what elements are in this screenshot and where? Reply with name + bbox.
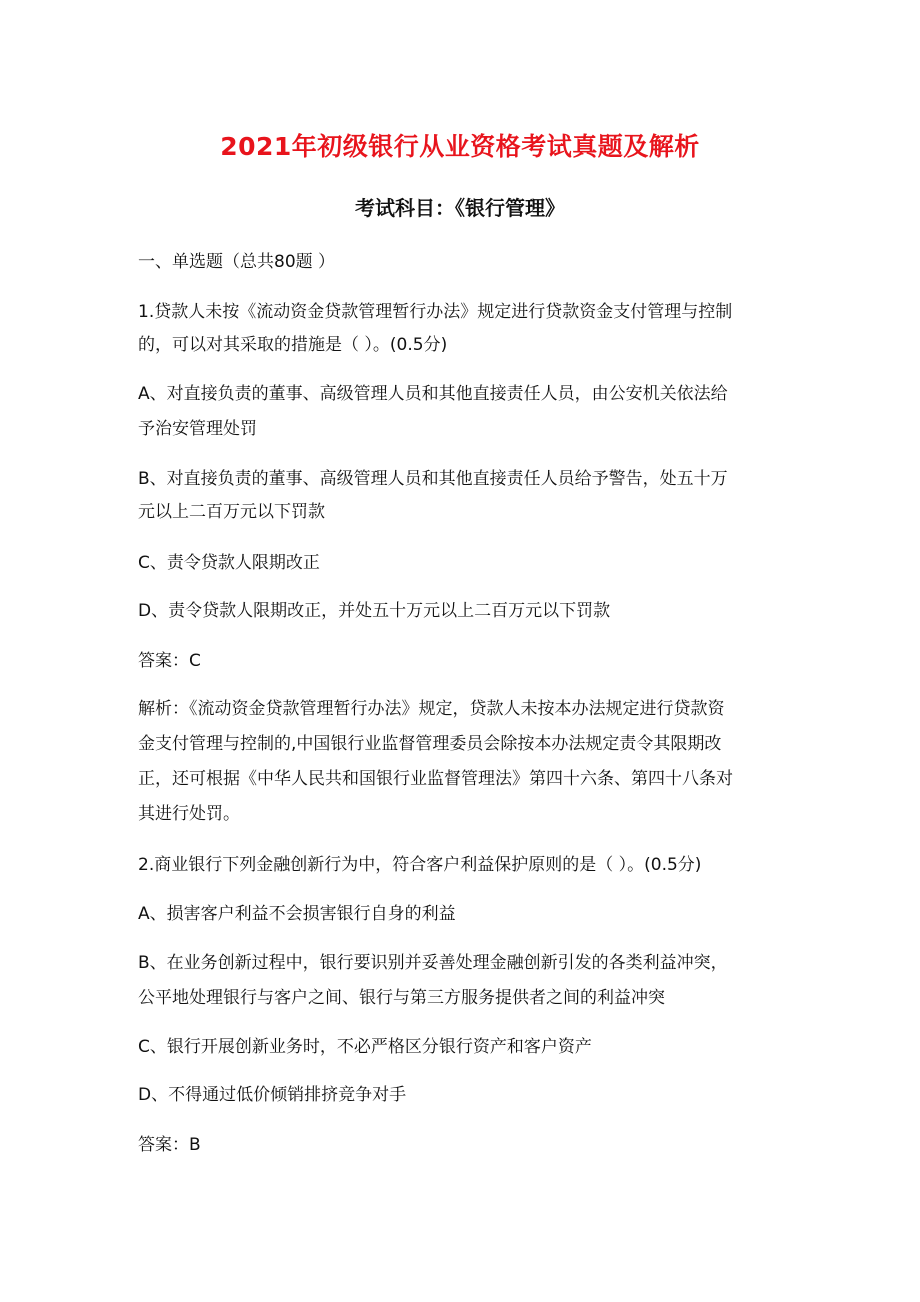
- question-1-option-d: D、责令贷款人限期改正，并处五十万元以上二百万元以下罚款: [138, 601, 611, 621]
- document-title: 2021年初级银行从业资格考试真题及解析: [220, 132, 700, 161]
- question-1-analysis-line-2: 金支付管理与控制的,中国银行业监督管理委员会除按本办法规定责令其限期改: [138, 734, 722, 754]
- question-2-option-a: A、损害客户利益不会损害银行自身的利益: [138, 904, 456, 924]
- exam-subject: 考试科目：《银行管理》: [355, 196, 565, 220]
- question-1-analysis-line-3: 正，还可根据《中华人民共和国银行业监督管理法》第四十六条、第四十八条对: [138, 769, 733, 789]
- question-1-stem-line-2: 的，可以对其采取的措施是（ ）。(0.5分): [138, 335, 448, 355]
- section-heading: 一、单选题（总共80题 ）: [138, 252, 336, 272]
- question-1-stem-line-1: 1.贷款人未按《流动资金贷款管理暂行办法》规定进行贷款资金支付管理与控制: [138, 302, 733, 322]
- question-2-option-d: D、不得通过低价倾销排挤竞争对手: [138, 1085, 407, 1105]
- question-1-option-b-line-1: B、对直接负责的董事、高级管理人员和其他直接责任人员给予警告，处五十万: [138, 469, 728, 489]
- question-2-option-b-line-1: B、在业务创新过程中，银行要识别并妥善处理金融创新引发的各类利益冲突，: [138, 953, 728, 973]
- question-1-answer: 答案：C: [138, 651, 201, 671]
- question-1-option-b-line-2: 元以上二百万元以下罚款: [138, 502, 325, 522]
- question-2-answer: 答案：B: [138, 1135, 201, 1155]
- question-1-option-a-line-1: A、对直接负责的董事、高级管理人员和其他直接责任人员，由公安机关依法给: [138, 384, 728, 404]
- question-1-option-c: C、责令贷款人限期改正: [138, 553, 320, 573]
- question-1-option-a-line-2: 予治安管理处罚: [138, 419, 257, 439]
- question-2-option-b-line-2: 公平地处理银行与客户之间、银行与第三方服务提供者之间的利益冲突: [138, 988, 665, 1008]
- question-1-analysis-line-4: 其进行处罚。: [138, 804, 240, 824]
- question-1-analysis-line-1: 解析：《流动资金贷款管理暂行办法》规定，贷款人未按本办法规定进行贷款资: [138, 699, 725, 719]
- question-2-option-c: C、银行开展创新业务时，不必严格区分银行资产和客户资产: [138, 1037, 592, 1057]
- question-2-stem: 2.商业银行下列金融创新行为中，符合客户利益保护原则的是（ ）。(0.5分): [138, 855, 702, 875]
